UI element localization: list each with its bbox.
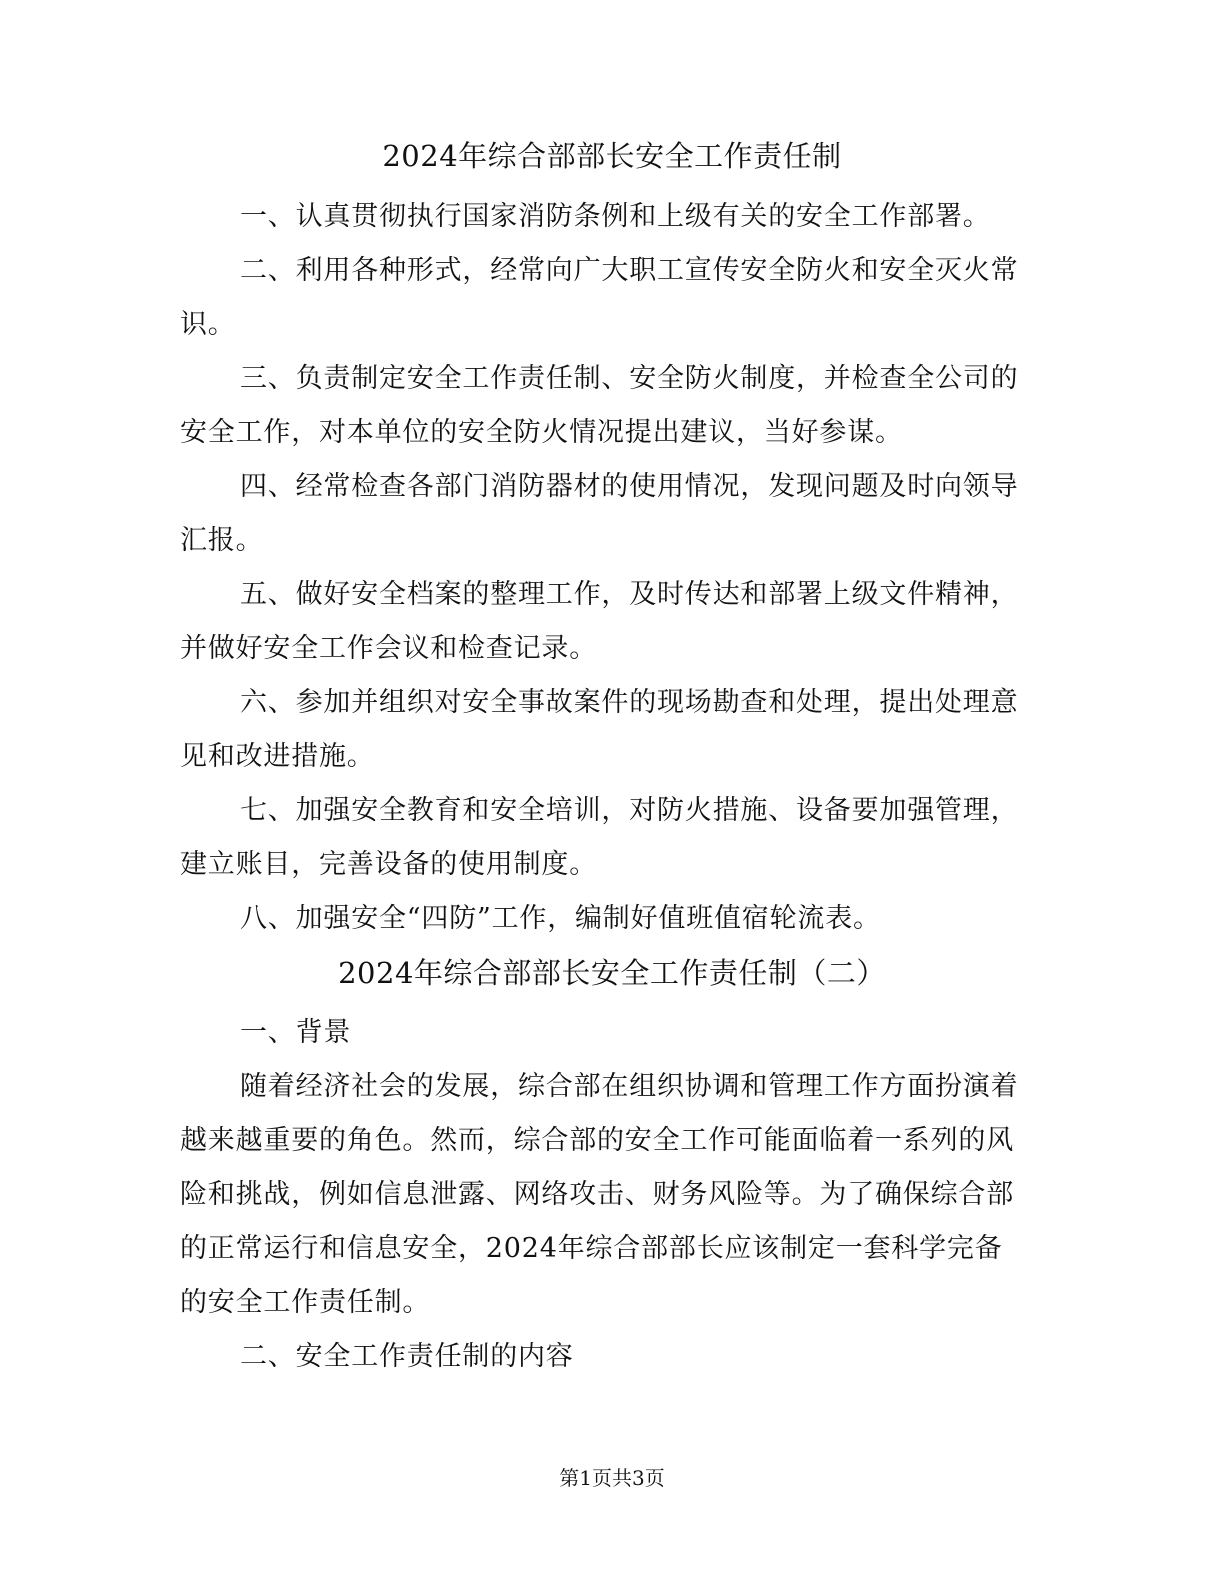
paragraph-7: 七、加强安全教育和安全培训，对防火措施、设备要加强管理，建立账目，完善设备的使用制度。 bbox=[180, 795, 1019, 880]
section-title-2: 2024年综合部部长安全工作责任制（二） bbox=[338, 956, 886, 990]
paragraph-4: 四、经常检查各部门消防器材的使用情况，发现问题及时向领导汇报。 bbox=[180, 471, 1019, 556]
document-title: 2024年综合部部长安全工作责任制 bbox=[382, 139, 842, 173]
paragraph-1: 一、认真贯彻执行国家消防条例和上级有关的安全工作部署。 bbox=[240, 201, 991, 232]
paragraph-8: 八、加强安全“四防”工作，编制好值班值宿轮流表。 bbox=[240, 903, 881, 934]
heading-background: 一、背景 bbox=[240, 1017, 352, 1048]
paragraph-5: 五、做好安全档案的整理工作，及时传达和部署上级文件精神，并做好安全工作会议和检查记录。 bbox=[180, 579, 1019, 664]
paragraph-3: 三、负责制定安全工作责任制、安全防火制度，并检查全公司的安全工作，对本单位的安全防火情况提出建议，当好参谋。 bbox=[180, 363, 1019, 448]
paragraph-background: 随着经济社会的发展，综合部在组织协调和管理工作方面扮演着越来越重要的角色。然而，综合部的安全工作可能面临着一系列的风险和挑战，例如信息泄露、网络攻击、财务风险等。为了确保综合部的正常运行和信息安全，2024年综合部部长应该制定一套科学完备的安全工作责任制。 bbox=[180, 1071, 1019, 1318]
page-number: 第1页共3页 bbox=[559, 1466, 665, 1490]
heading-content: 二、安全工作责任制的内容 bbox=[240, 1341, 574, 1372]
paragraph-6: 六、参加并组织对安全事故案件的现场勘查和处理，提出处理意见和改进措施。 bbox=[180, 687, 1019, 772]
paragraph-2: 二、利用各种形式，经常向广大职工宣传安全防火和安全灭火常识。 bbox=[180, 255, 1019, 340]
